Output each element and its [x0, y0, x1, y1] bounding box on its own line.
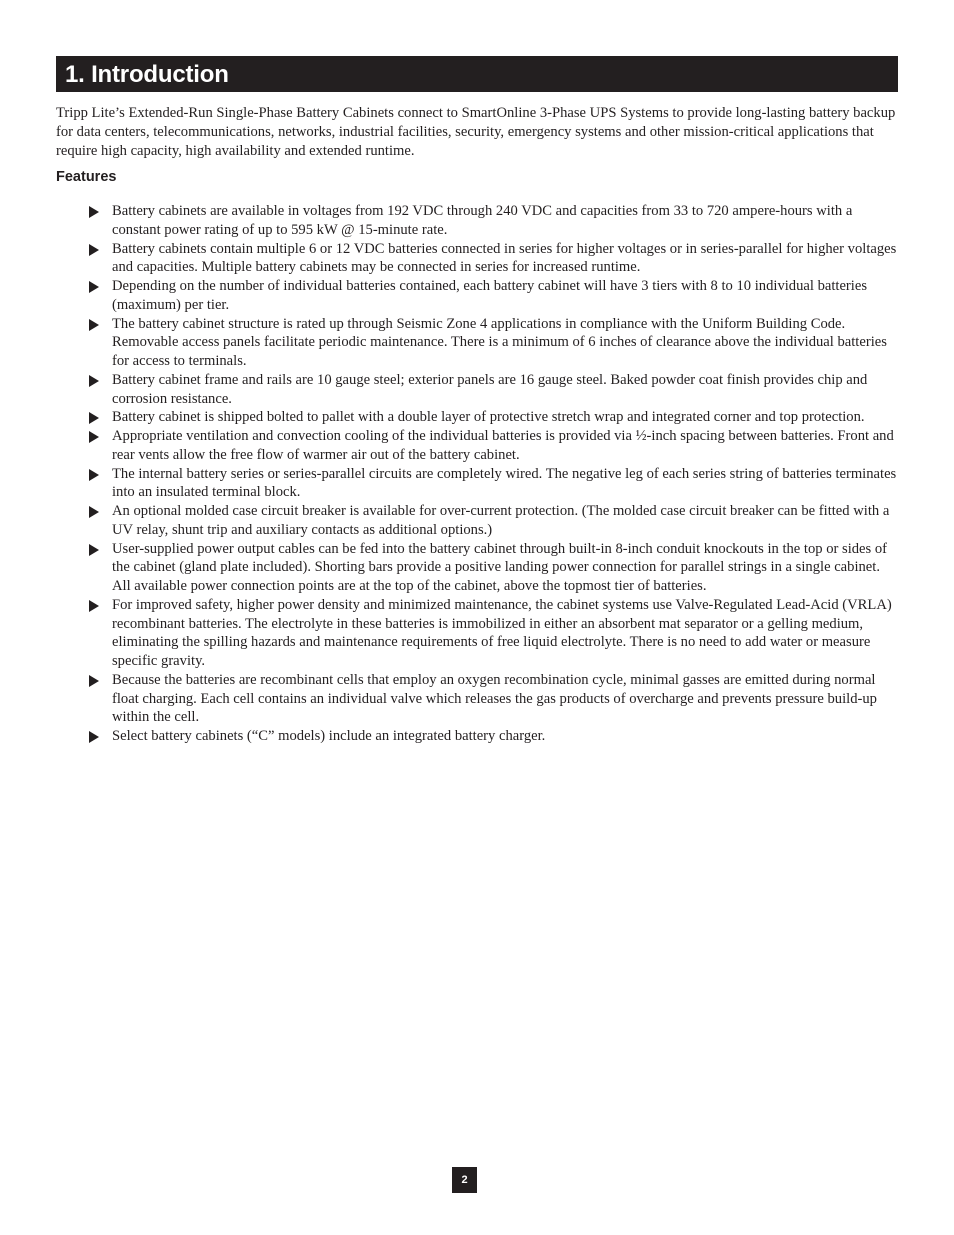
- feature-text: The battery cabinet structure is rated up through Seismic Zone 4 applications in compliance with the Uniform Building Code. Removable access panels facilitate periodic maintenance. There is a minimum of 6 inches of clearance above the individual batteries for access to terminals.: [112, 315, 887, 369]
- feature-item: [56, 202, 898, 240]
- feature-text: Select battery cabinets (“C” models) include an integrated battery charger.: [112, 728, 546, 744]
- page-number: 2: [452, 1167, 477, 1193]
- bullet-triangle-icon: [89, 375, 99, 387]
- feature-text: The internal battery series or series-parallel circuits are completely wired. The negative leg of each series string of batteries terminates into an insulated terminal block.: [112, 465, 897, 501]
- feature-text: User-supplied power output cables can be fed into the battery cabinet through built-in 8-inch conduit knockouts in the top or sides of the cabinet (gland plate included). Shorting bars provide a positive landing power connection for parallel strings in a single cabinet. All available power connection points are at the top of the cabinet, above the topmost tier of batteries.: [112, 540, 888, 594]
- feature-text: Because the batteries are recombinant cells that employ an oxygen recombination cycle, minimal gasses are emitted during normal float charging. Each cell contains an individual valve which releases the gas products of overcharge and prevents pressure build-up within the cell.: [112, 671, 877, 726]
- feature-text: Battery cabinet frame and rails are 10 gauge steel; exterior panels are 16 gauge steel. Baked powder coat finish provides chip and corrosion resistance.: [112, 371, 868, 407]
- feature-text: Battery cabinet is shipped bolted to pallet with a double layer of protective stretch wrap and integrated corner and top protection.: [112, 409, 865, 426]
- feature-item: [56, 502, 898, 540]
- section-heading: 1. Introduction: [56, 56, 898, 92]
- bullet-triangle-icon: [89, 319, 99, 331]
- feature-item: [56, 596, 898, 671]
- feature-text: Battery cabinets are available in voltages from 192 VDC through 240 VDC and capacities from 33 to 720 ampere-hours with a constant power rating of up to 595 kW @ 15-minute rate.: [112, 203, 853, 238]
- feature-item: [56, 315, 898, 371]
- features-heading: Features: [56, 169, 117, 185]
- bullet-triangle-icon: [89, 675, 99, 687]
- bullet-triangle-icon: [89, 506, 99, 518]
- bullet-triangle-icon: [89, 431, 99, 443]
- bullet-triangle-icon: [89, 281, 99, 293]
- feature-text: Appropriate ventilation and convection cooling of the individual batteries is provided via ½-inch spacing between batteries. Front and rear vents allow the free flow of warmer air out of the battery cabinet.: [112, 428, 894, 463]
- bullet-triangle-icon: [89, 469, 99, 481]
- feature-item: [56, 240, 898, 278]
- feature-item: [56, 727, 898, 746]
- feature-text: An optional molded case circuit breaker is available for over-current protection. (The molded case circuit breaker can be fitted with a UV relay, shunt trip and auxiliary contacts as additional options.): [112, 503, 890, 538]
- feature-item: [56, 427, 898, 465]
- bullet-triangle-icon: [89, 731, 99, 743]
- intro-paragraph: Tripp Lite’s Extended-Run Single-Phase Battery Cabinets connect to SmartOnline 3-Phase UPS Systems to provide long-lasting battery backup for data centers, telecommunications, networks, industrial facilities, security, emergency systems and other mission-critical applications that require high capacity, high availability and extended runtime.: [56, 105, 896, 159]
- feature-item: [56, 277, 898, 315]
- feature-item: [56, 671, 898, 727]
- feature-text: Battery cabinets contain multiple 6 or 12 VDC batteries connected in series for higher voltages or in series-parallel for higher voltages and capacities. Multiple battery cabinets may be connected in series for increased runtime.: [112, 240, 897, 276]
- bullet-triangle-icon: [89, 244, 99, 256]
- feature-item: [56, 540, 898, 596]
- features-list: [56, 202, 898, 746]
- bullet-triangle-icon: [89, 600, 99, 612]
- bullet-triangle-icon: [89, 206, 99, 218]
- feature-text: For improved safety, higher power density and minimized maintenance, the cabinet systems use Valve-Regulated Lead-Acid (VRLA) recombinant batteries. The electrolyte in these batteries is immobilized in either an absorbent mat separator or a gelling medium, eliminating the spilling hazards and maintenance requirements of free liquid electrolyte. There is no need to add water or measure specific gravity.: [112, 596, 892, 669]
- feature-item: [56, 408, 898, 427]
- bullet-triangle-icon: [89, 412, 99, 424]
- feature-item: [56, 465, 898, 503]
- feature-item: [56, 371, 898, 409]
- bullet-triangle-icon: [89, 544, 99, 556]
- feature-text: Depending on the number of individual batteries contained, each battery cabinet will have 3 tiers with 8 to 10 individual batteries (maximum) per tier.: [112, 278, 868, 313]
